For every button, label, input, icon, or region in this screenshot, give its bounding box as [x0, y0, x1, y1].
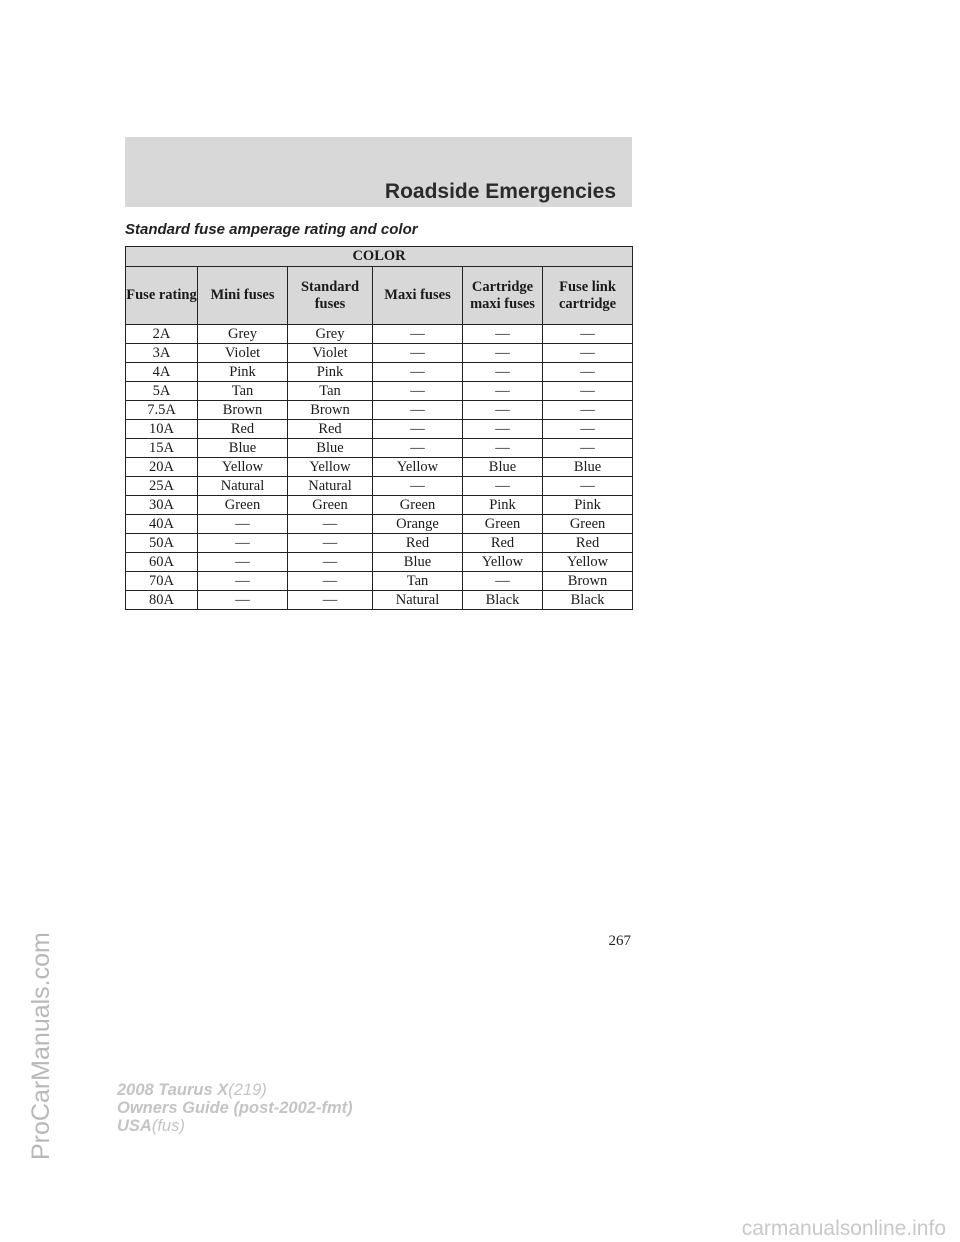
table-cell: — [373, 382, 463, 401]
table-row [126, 515, 633, 534]
table-cell: Green [198, 496, 288, 515]
table-row [126, 382, 633, 401]
footer-model: 2008 Taurus X [117, 1081, 229, 1099]
table-cell: — [288, 553, 373, 572]
table-row [126, 439, 633, 458]
table-cell: 4A [126, 363, 198, 382]
table-cell: Black [543, 591, 633, 610]
table-row [126, 477, 633, 496]
table-cell: Blue [373, 553, 463, 572]
table-cell: 80A [126, 591, 198, 610]
column-header: Mini fuses [198, 267, 288, 325]
footer-market: USA [117, 1117, 152, 1135]
table-cell: — [198, 534, 288, 553]
table-cell: 2A [126, 325, 198, 344]
footer-model-code: (219) [228, 1081, 267, 1099]
table-row [126, 572, 633, 591]
table-cell: — [543, 420, 633, 439]
table-cell: 7.5A [126, 401, 198, 420]
table-cell: — [543, 344, 633, 363]
table-cell: — [198, 515, 288, 534]
table-cell: Blue [288, 439, 373, 458]
table-cell: Blue [198, 439, 288, 458]
table-cell: Natural [198, 477, 288, 496]
table-row [126, 401, 633, 420]
table-cell: 50A [126, 534, 198, 553]
table-cell: — [543, 477, 633, 496]
table-cell: — [373, 401, 463, 420]
table-cell: Green [373, 496, 463, 515]
table-cell: Violet [288, 344, 373, 363]
table-cell: Yellow [543, 553, 633, 572]
table-cell: — [373, 344, 463, 363]
table-cell: 20A [126, 458, 198, 477]
table-cell: Pink [463, 496, 543, 515]
side-watermark: ProCarManuals.com [27, 932, 55, 1160]
table-cell: Yellow [288, 458, 373, 477]
table-cell: 60A [126, 553, 198, 572]
table-cell: Blue [463, 458, 543, 477]
table-cell: — [198, 553, 288, 572]
table-cell: — [373, 439, 463, 458]
column-header: Fuse link cartridge [543, 267, 633, 325]
table-cell: — [288, 515, 373, 534]
table-cell: Yellow [198, 458, 288, 477]
table-cell: — [463, 420, 543, 439]
bottom-watermark: carmanualsonline.info [741, 1217, 946, 1240]
table-cell: Orange [373, 515, 463, 534]
table-cell: Pink [288, 363, 373, 382]
section-header-band [125, 137, 632, 207]
table-row [126, 534, 633, 553]
table-cell: — [373, 420, 463, 439]
table-cell: — [463, 363, 543, 382]
table-row [126, 458, 633, 477]
table-cell: — [373, 477, 463, 496]
table-cell: Tan [198, 382, 288, 401]
column-header: Maxi fuses [373, 267, 463, 325]
table-cell: Black [463, 591, 543, 610]
footer-guide: Owners Guide (post-2002-fmt) [117, 1099, 353, 1117]
table-cell: — [373, 325, 463, 344]
table-cell: — [463, 344, 543, 363]
table-cell: — [543, 439, 633, 458]
table-cell: Natural [288, 477, 373, 496]
table-cell: 25A [126, 477, 198, 496]
table-cell: — [543, 401, 633, 420]
table-cell: 10A [126, 420, 198, 439]
table-cell: — [288, 534, 373, 553]
table-cell: Green [543, 515, 633, 534]
table-cell: Red [373, 534, 463, 553]
table-cell: Grey [288, 325, 373, 344]
table-cell: 70A [126, 572, 198, 591]
footer-market-code: (fus) [151, 1117, 185, 1135]
table-cell: — [543, 363, 633, 382]
table-cell: Green [288, 496, 373, 515]
table-cell: Red [463, 534, 543, 553]
section-title: Standard fuse amperage rating and color [125, 221, 418, 238]
table-cell: Yellow [463, 553, 543, 572]
table-cell: Blue [543, 458, 633, 477]
table-cell: — [543, 325, 633, 344]
page-number: 267 [608, 933, 631, 949]
table-cell: — [198, 572, 288, 591]
table-cell: — [463, 325, 543, 344]
table-cell: — [463, 439, 543, 458]
table-body [126, 325, 633, 610]
table-cell: — [288, 591, 373, 610]
table-cell: — [543, 382, 633, 401]
table-cell: Red [198, 420, 288, 439]
table-cell: Pink [543, 496, 633, 515]
table-row [126, 363, 633, 382]
chapter-title: Roadside Emergencies [384, 180, 616, 203]
table-cell: 40A [126, 515, 198, 534]
footer-line-3 [117, 1117, 353, 1135]
table-row [126, 591, 633, 610]
table-cell: 5A [126, 382, 198, 401]
table-cell: Yellow [373, 458, 463, 477]
table-row [126, 553, 633, 572]
column-header: Standard fuses [288, 267, 373, 325]
table-row [126, 496, 633, 515]
table-cell: Brown [288, 401, 373, 420]
fuse-color-table [125, 246, 633, 610]
table-cell: — [463, 572, 543, 591]
footer-line-2 [117, 1099, 353, 1117]
table-cell: — [463, 401, 543, 420]
table-cell: 3A [126, 344, 198, 363]
footer-line-1 [117, 1081, 353, 1099]
table-cell: — [463, 477, 543, 496]
table-cell: Natural [373, 591, 463, 610]
table-cell: Red [543, 534, 633, 553]
table-cell: Brown [543, 572, 633, 591]
table-cell: Violet [198, 344, 288, 363]
document-footer [117, 1081, 353, 1135]
column-header: Fuse rating [126, 267, 198, 325]
table-column-header-row [126, 267, 633, 325]
table-cell: Tan [373, 572, 463, 591]
table-cell: — [373, 363, 463, 382]
table-cell: 30A [126, 496, 198, 515]
table-cell: — [198, 591, 288, 610]
table-row [126, 420, 633, 439]
table-row [126, 344, 633, 363]
table-cell: 15A [126, 439, 198, 458]
table-group-header-row [126, 247, 633, 267]
table-cell: Green [463, 515, 543, 534]
table-cell: Pink [198, 363, 288, 382]
table-cell: — [288, 572, 373, 591]
color-group-header: COLOR [126, 247, 633, 267]
table-row [126, 325, 633, 344]
column-header: Cartridge maxi fuses [463, 267, 543, 325]
table-cell: Brown [198, 401, 288, 420]
table-cell: Grey [198, 325, 288, 344]
table-cell: Red [288, 420, 373, 439]
table-cell: Tan [288, 382, 373, 401]
table-cell: — [463, 382, 543, 401]
